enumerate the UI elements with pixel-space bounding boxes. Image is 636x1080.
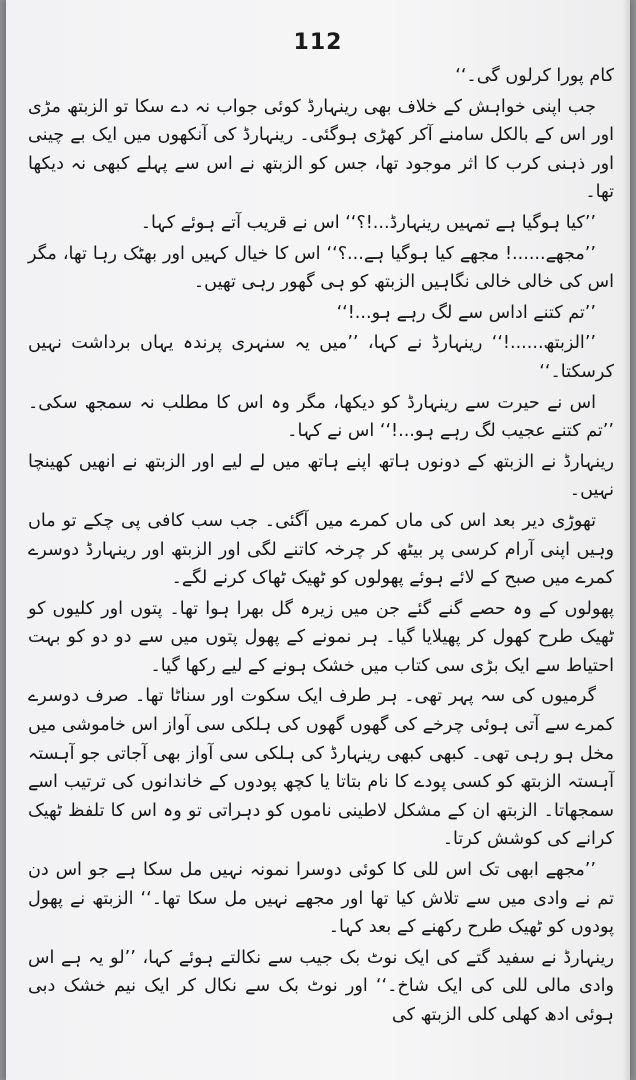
paragraph: ’’مجھے ابھی تک اس للی کا کوئی دوسرا نمونہ نہیں مل سکا ہے جو اس دن تم نے وادی میں سے تلاش کیا تھا اور مجھے نہیں مل سکا تھا۔‘‘ الزبتھ نے پھول پودوں کو ٹھیک طرح رکھنے کے بعد کہا۔ xyxy=(28,860,614,938)
paragraph: رینہارڈ نے سفید گتے کی ایک نوٹ بک جیب سے نکالتے ہوئے کہا، ’’لو یہ ہے اس وادی مالی للی کی ایک شاخ۔‘‘ اور نوٹ بک سے نکال کر ایک نیم خشک دبی ہوئی ادھ کھلی کلی الزبتھ کی xyxy=(28,947,614,1025)
paragraph: گرمیوں کی سہ پہر تھی۔ ہر طرف ایک سکوت اور سناٹا تھا۔ صرف دوسرے کمرے سے آتی ہوئی چرخے کی گھوں گھوں کی ہلکی سی آواز اس خاموشی میں مخل ہو رہی تھی۔ کبھی کبھی رینہارڈ کی ہلکی سی آواز بھی آجاتی جو آہستہ آہستہ الزبتھ کو کسی پودے کا نام بتاتا یا کچھ پودوں کے خاندانوں کی ترتیب اسے سمجھاتا۔ الزبتھ ان کے مشکل لاطینی ناموں کو دہراتی تو وہ اس کا تلفظ ٹھیک کرانے کی کوشش کرتا۔ xyxy=(28,686,614,850)
book-page xyxy=(6,0,630,1080)
paragraph: رینہارڈ نے الزبتھ کے دونوں ہاتھ اپنے ہاتھ میں لے لیے اور الزبتھ نے انھیں کھینچا نہیں۔ xyxy=(28,451,614,501)
paragraph: پھولوں کے وہ حصے گنے گئے جن میں زیرہ گل بھرا ہوا تھا۔ پتوں اور کلیوں کو ٹھیک طرح کھول کر پھیلایا گیا۔ ہر نمونے کے پھول پتوں میں سے دو دو کو بہت احتیاط سے ایک بڑی سی کتاب میں خشک ہونے کے لیے رکھا گیا۔ xyxy=(28,598,614,676)
page-body-text xyxy=(28,62,614,1032)
page-number: 112 xyxy=(293,30,343,55)
paragraph: ’’مجھے......! مجھے کیا ہوگیا ہے...؟‘‘ اس کا خیال کہیں اور بھٹک رہا تھا، مگر اس کی خالی خالی نگاہیں الزبتھ کو ہی گھور رہی تھیں۔ xyxy=(28,243,614,293)
paragraph: جب اپنی خواہش کے خلاف بھی رینہارڈ کوئی جواب نہ دے سکا تو الزبتھ مڑی اور اس کے بالکل سامنے آکر کھڑی ہوگئی۔ رینہارڈ کی آنکھوں میں ایک بے چینی اور ذہنی کرب کا اثر موجود تھا، جس کو الزبتھ نے اس سے پہلے کبھی نہ دیکھا تھا۔ xyxy=(28,96,614,203)
paragraph: اس نے حیرت سے رینہارڈ کو دیکھا، مگر وہ اس کا مطلب نہ سمجھ سکی۔ ’’تم کتنے عجیب لگ رہے ہو...!‘‘ اس نے کہا۔ xyxy=(28,392,614,442)
paragraph: تھوڑی دیر بعد اس کی ماں کمرے میں آگئی۔ جب سب کافی پی چکے تو ماں وہیں اپنی آرام کرسی پر بیٹھ کر چرخہ کاتنے لگی اور الزبتھ اور رینہارڈ دوسرے کمرے میں صبح کے لائے ہوئے پھولوں کو ٹھیک ٹھاک کرنے لگے۔ xyxy=(28,510,614,589)
paragraph: ’’الزبتھ......!‘‘ رینہارڈ نے کہا، ’’میں یہ سنہری پرندہ یہاں برداشت نہیں کرسکتا۔‘‘ xyxy=(28,333,614,382)
paragraph: کام پورا کرلوں گی۔‘‘ xyxy=(455,66,614,86)
paragraph: ’’کیا ہوگیا ہے تمہیں رینہارڈ...!؟‘‘ اس نے قریب آتے ہوئے کہا۔ xyxy=(140,212,596,233)
paragraph: ’’تم کتنے اداس سے لگ رہے ہو...!‘‘ xyxy=(336,302,596,323)
page-edge-shadow xyxy=(622,0,630,1080)
